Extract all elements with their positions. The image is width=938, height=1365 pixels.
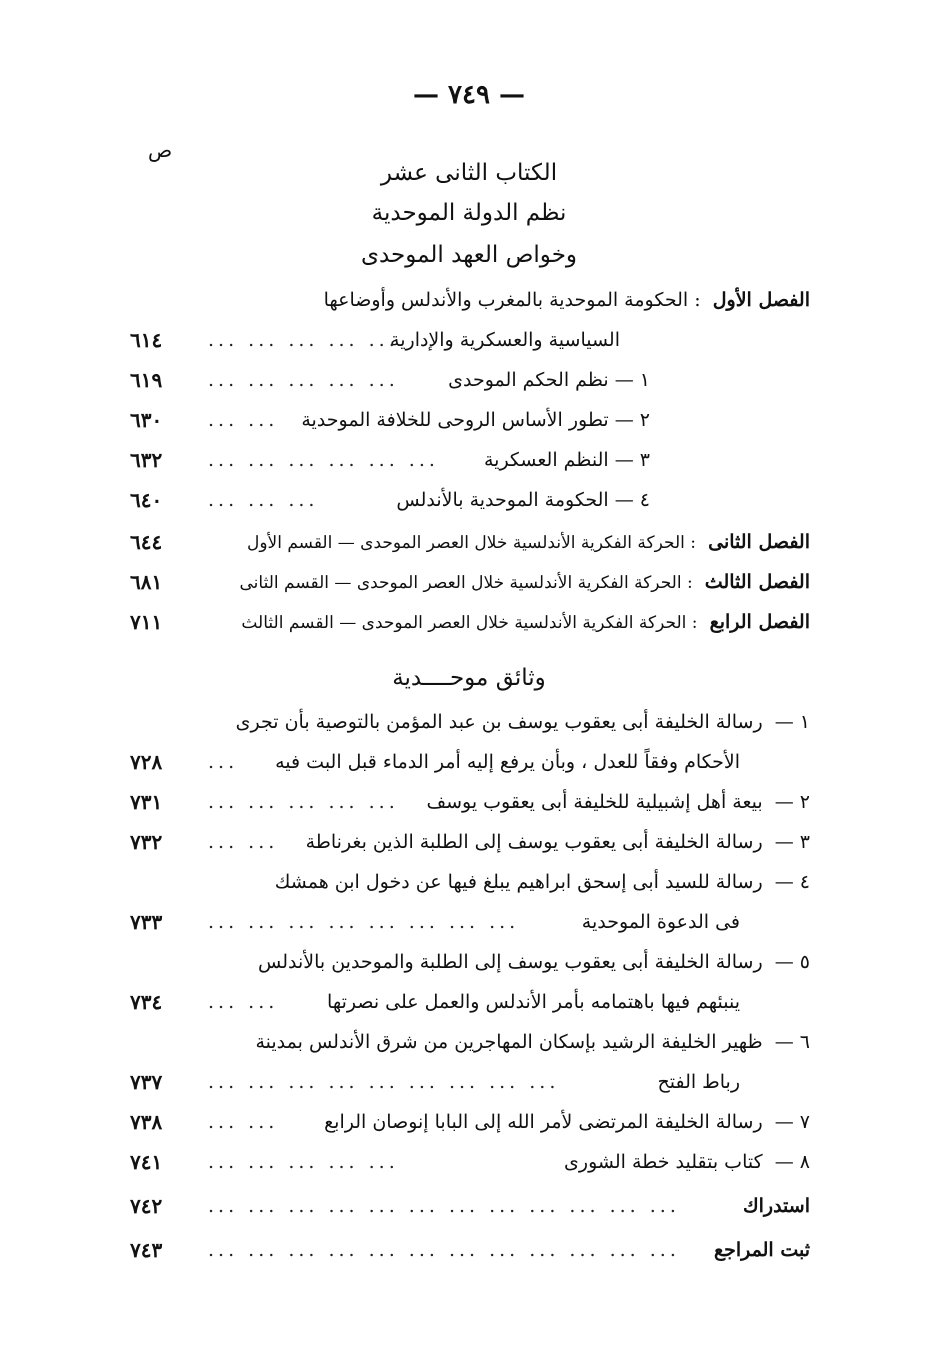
page-ref: ٦١٩ (130, 368, 163, 392)
doc-title-cont: رباط الفتح (657, 1071, 740, 1093)
toc-bibliography (130, 1232, 810, 1268)
page-number: — ٧٤٩ — (412, 80, 526, 110)
doc-title-cont: فى الدعوة الموحدية (581, 911, 740, 933)
leader-dots: ... ... ... (208, 489, 319, 511)
doc-title: كتاب بتقليد خطة الشورى (564, 1151, 763, 1173)
section-title: نظم الحكم الموحدى (448, 369, 609, 391)
toc-chapter-1-cont (130, 322, 810, 358)
toc-doc-6 (130, 1024, 810, 1060)
toc-doc-8 (130, 1144, 810, 1180)
leader-dots: ... ... (208, 831, 279, 853)
leader-dots: ... ... ... ... ... (208, 369, 399, 391)
chapter-title: : الحركة الفكرية الأندلسية خلال العصر الموحدى — القسم الأول (246, 533, 697, 553)
leader-dots: ... ... ... ... ... ... ... ... ... (208, 1071, 560, 1093)
chapter-label: الفصل الثانى (708, 531, 810, 553)
appendix-title: ثبت المراجع (714, 1239, 810, 1261)
page-ref: ٦٤٠ (130, 488, 163, 512)
toc-doc-5-cont (130, 984, 810, 1020)
page-ref: ٧٤١ (130, 1150, 163, 1174)
doc-title: رسالة الخليفة أبى يعقوب يوسف بن عبد المؤمن بالتوصية بأن تجرى (235, 711, 763, 733)
documents-heading: وثائق موحــــدية (392, 665, 546, 691)
toc-doc-3 (130, 824, 810, 860)
toc-chapter-2 (130, 524, 810, 560)
page-ref: ٦٤٤ (130, 530, 163, 554)
toc-doc-5 (130, 944, 810, 980)
chapter-title: : الحكومة الموحدية بالمغرب والأندلس وأوضاعها (323, 289, 701, 311)
doc-title: رسالة الخليفة المرتضى لأمر الله إلى البابا إنوصان الرابع (324, 1111, 763, 1133)
appendix-title: استدراك (742, 1195, 810, 1217)
leader-dots: ... ... ... ... ... (208, 1151, 399, 1173)
page-ref: ٧٣٧ (130, 1070, 163, 1094)
toc-chapter-1 (130, 282, 810, 318)
page-ref: ٧٣٤ (130, 990, 163, 1014)
book-subtitle-2: وخواص العهد الموحدى (360, 242, 578, 268)
page-ref: ٧٢٨ (130, 750, 163, 774)
doc-title: ظهير الخليفة الرشيد بإسكان المهاجرين من شرق الأندلس بمدينة (255, 1031, 763, 1053)
book-title: الكتاب الثانى عشر (380, 160, 558, 186)
doc-number: ٣ — (774, 831, 810, 853)
leader-dots: ... ... (208, 1111, 279, 1133)
doc-number: ٦ — (774, 1031, 810, 1053)
leader-dots: ... ... (208, 991, 279, 1013)
toc-section-2 (130, 402, 810, 438)
chapter-label: الفصل الثالث (704, 571, 810, 593)
toc-addendum (130, 1188, 810, 1224)
chapter-label: الفصل الرابع (709, 611, 810, 633)
doc-number: ٥ — (774, 951, 810, 973)
section-title: الحكومة الموحدية بالأندلس (396, 489, 609, 511)
section-number: ١ — (614, 369, 650, 391)
doc-number: ٢ — (774, 791, 810, 813)
section-number: ٣ — (614, 449, 650, 471)
toc-doc-6-cont (130, 1064, 810, 1100)
chapter-title: : الحركة الفكرية الأندلسية خلال العصر الموحدى — القسم الثانى (239, 573, 693, 593)
page-ref: ٧١١ (130, 610, 163, 634)
doc-title: رسالة الخليفة أبى يعقوب يوسف إلى الطلبة والموحدين بالأندلس (257, 951, 763, 973)
page-ref: ٧٤٢ (130, 1194, 163, 1218)
page-ref: ٧٣٢ (130, 830, 163, 854)
leader-dots: ... ... ... ... ... (208, 329, 399, 351)
toc-chapter-4 (130, 604, 810, 640)
section-title: النظم العسكرية (483, 449, 609, 471)
page-ref: ٧٣٨ (130, 1110, 163, 1134)
toc-section-4 (130, 482, 810, 518)
page-ref: ٦٣٢ (130, 448, 163, 472)
leader-dots: ... ... ... ... ... ... ... ... ... ... ... ... (208, 1195, 680, 1217)
leader-dots: ... (208, 751, 239, 773)
section-title: تطور الأساس الروحى للخلافة الموحدية (301, 409, 609, 431)
toc-doc-7 (130, 1104, 810, 1140)
toc-section-3 (130, 442, 810, 478)
toc-doc-1-cont (130, 744, 810, 780)
toc-doc-2 (130, 784, 810, 820)
leader-dots: ... ... ... ... ... ... ... ... (208, 911, 520, 933)
page-ref: ٧٣١ (130, 790, 163, 814)
leader-dots: ... ... (208, 409, 279, 431)
book-subtitle: نظم الدولة الموحدية (371, 200, 567, 226)
doc-title: بيعة أهل إشبيلية للخليفة أبى يعقوب يوسف (426, 791, 763, 813)
page-ref: ٧٤٣ (130, 1238, 163, 1262)
chapter-label: الفصل الأول (712, 289, 810, 311)
page-ref: ٧٣٣ (130, 910, 163, 934)
page-ref: ٦٣٠ (130, 408, 163, 432)
doc-title-cont: الأحكام وفقاً للعدل ، وبأن يرفع إليه أمر الدماء قبل البت فيه (275, 751, 740, 773)
doc-title: رسالة الخليفة أبى يعقوب يوسف إلى الطلبة الذين بغرناطة (305, 831, 763, 853)
chapter-title: : الحركة الفكرية الأندلسية خلال العصر الموحدى — القسم الثالث (241, 613, 698, 633)
chapter-title-cont: السياسية والعسكرية والإدارية (390, 329, 620, 351)
doc-number: ٨ — (774, 1151, 810, 1173)
leader-dots: ... ... ... ... ... ... ... ... ... ... ... ... (208, 1239, 680, 1261)
doc-title-cont: ينبئهم فيها باهتمامه بأمر الأندلس والعمل على نصرتها (327, 991, 740, 1013)
doc-number: ٤ — (774, 871, 810, 893)
doc-number: ٧ — (774, 1111, 810, 1133)
section-number: ٤ — (614, 489, 650, 511)
doc-title: رسالة للسيد أبى إسحق ابراهيم يبلغ فيها عن دخول ابن همشك (274, 871, 763, 893)
section-number: ٢ — (614, 409, 650, 431)
column-marker: ص (148, 138, 173, 162)
toc-section-1 (130, 362, 810, 398)
page-ref: ٦١٤ (130, 328, 163, 352)
toc-doc-4-cont (130, 904, 810, 940)
doc-number: ١ — (774, 711, 810, 733)
toc-chapter-3 (130, 564, 810, 600)
page-ref: ٦٨١ (130, 570, 163, 594)
toc-doc-1 (130, 704, 810, 740)
leader-dots: ... ... ... ... ... ... (208, 449, 439, 471)
toc-doc-4 (130, 864, 810, 900)
leader-dots: ... ... ... ... ... (208, 791, 399, 813)
